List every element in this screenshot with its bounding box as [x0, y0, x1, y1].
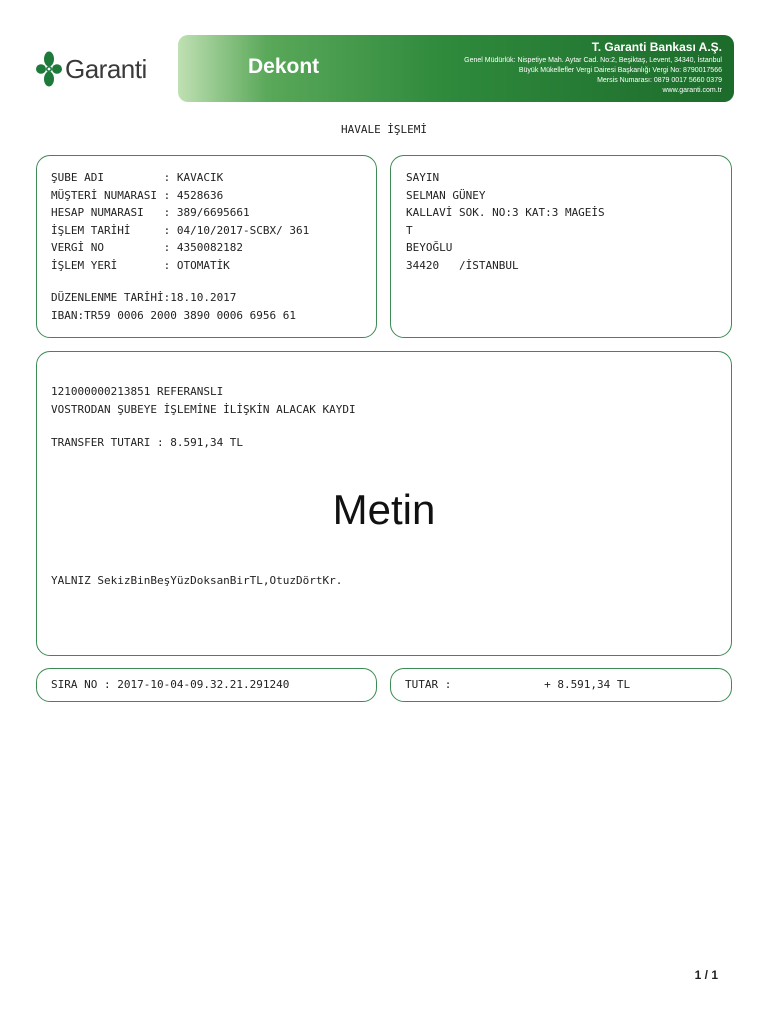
transaction-date: İŞLEM TARİHİ : 04/10/2017-SCBX/ 361 — [51, 223, 310, 237]
sequence-number: SIRA NO : 2017-10-04-09.32.21.291240 — [51, 678, 290, 691]
reference: 121000000213851 REFERANSLI — [51, 385, 224, 398]
postal-city: 34420 /İSTANBUL — [406, 258, 519, 272]
document-title: HAVALE İŞLEMİ — [340, 123, 428, 136]
transfer-amount: TRANSFER TUTARI : 8.591,34 TL — [51, 436, 244, 449]
total-amount: TUTAR : + 8.591,34 TL — [405, 678, 631, 691]
total-amount-box — [390, 668, 732, 702]
transaction-description — [51, 383, 356, 418]
account-info-box — [36, 155, 377, 338]
watermark-text: Metin — [332, 486, 436, 533]
district: BEYOĞLU — [406, 241, 453, 254]
bank-name: T. Garanti Bankası A.Ş. — [591, 40, 722, 54]
amount-in-words: YALNIZ SekizBinBeşYüzDoksanBirTL,OtuzDörtKr. — [51, 574, 343, 587]
bank-mersis-line: Mersis Numarası: 0879 0017 5660 0379 — [597, 77, 722, 84]
garanti-logo — [36, 50, 147, 88]
address-line-1: KALLAVİ SOK. NO:3 KAT:3 MAGEİS — [406, 206, 605, 219]
issue-date: DÜZENLENME TARİHİ:18.10.2017 — [51, 291, 237, 304]
bank-info — [464, 40, 722, 96]
sequence-number-box — [36, 668, 377, 702]
recipient-box — [390, 155, 732, 338]
account-info-lines — [51, 169, 309, 274]
issue-info — [51, 289, 296, 324]
account-number: HESAP NUMARASI : 389/6695661 — [51, 206, 250, 219]
transaction-details-box — [36, 351, 732, 656]
address-line-2: T — [406, 223, 413, 237]
salutation: SAYIN — [406, 171, 440, 184]
page-number: 1 / 1 — [694, 968, 718, 982]
logo-text: Garanti — [65, 53, 147, 84]
bank-website: www.garanti.com.tr — [662, 87, 722, 94]
tax-number: VERGİ NO : 4350082182 — [51, 241, 244, 254]
bank-address-line: Genel Müdürlük: Nispetiye Mah. Aytar Cad. No:2, Beşiktaş, Levent, 34340, İstanbul — [464, 57, 722, 64]
recipient-lines — [406, 169, 605, 274]
customer-number: MÜŞTERİ NUMARASI : 4528636 — [51, 188, 224, 202]
banner-title: Dekont — [248, 55, 320, 78]
branch-name: ŞUBE ADI : KAVACIK — [51, 171, 224, 184]
header-banner — [178, 35, 734, 102]
bank-tax-line: Büyük Mükellefler Vergi Dairesi Başkanlığı Vergi No: 8790017566 — [518, 67, 722, 74]
clover-icon — [36, 50, 62, 88]
iban: IBAN:TR59 0006 2000 3890 0006 6956 61 — [51, 308, 297, 322]
recipient-name: SELMAN GÜNEY — [406, 188, 486, 202]
description: VOSTRODAN ŞUBEYE İŞLEMİNE İLİŞKİN ALACAK KAYDI — [51, 402, 356, 416]
transaction-place: İŞLEM YERİ : OTOMATİK — [51, 258, 230, 272]
